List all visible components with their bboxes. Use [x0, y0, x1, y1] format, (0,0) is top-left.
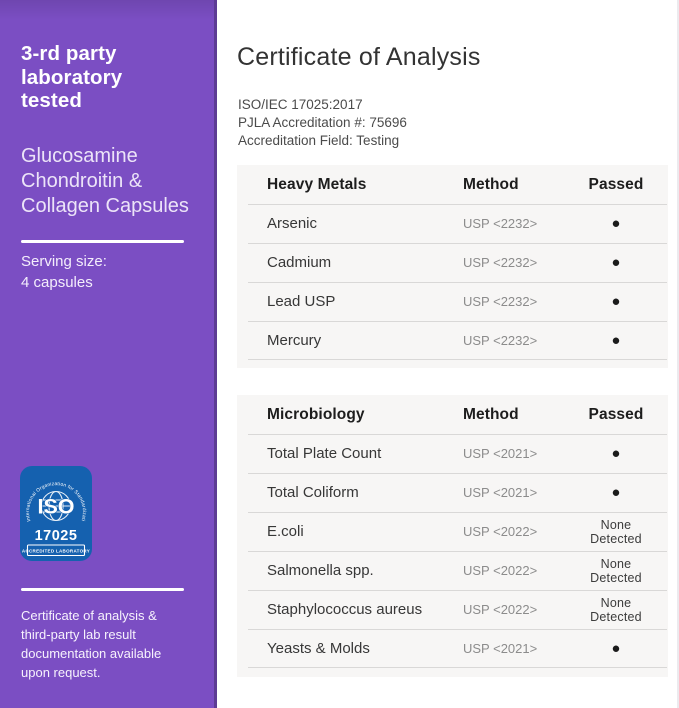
passed-value: None Detected [590, 595, 642, 624]
passed-value: ● [611, 215, 621, 232]
passed-value: ● [611, 484, 621, 501]
headline-line: laboratory [21, 65, 123, 89]
passed-value: ● [611, 640, 621, 657]
accreditation-line: ISO/IEC 17025:2017 [238, 97, 363, 112]
column-header-category: Microbiology [267, 405, 365, 423]
iso-badge-icon [20, 466, 92, 561]
test-method: USP <2232> [463, 255, 538, 270]
headline-third-party-tested [21, 42, 122, 113]
table-row [237, 590, 668, 629]
test-method: USP <2022> [463, 563, 538, 578]
page-title: Certificate of Analysis [237, 43, 481, 71]
badge-footer-text: ACCREDITED LABORATORY [21, 548, 91, 554]
test-method: USP <2022> [463, 602, 538, 617]
product-name-line: Chondroitin & [21, 170, 143, 192]
test-method: USP <2232> [463, 333, 538, 348]
passed-value: ● [611, 293, 621, 310]
test-name: Yeasts & Molds [267, 640, 370, 657]
passed-value: ● [611, 445, 621, 462]
headline-line: 3-rd party [21, 42, 117, 65]
table-row [237, 629, 668, 668]
test-method: USP <2022> [463, 524, 538, 539]
badge-ring-text: International Organization for Standardizati [25, 482, 87, 522]
test-method: USP <2232> [463, 216, 538, 231]
column-header-passed: Passed [588, 175, 644, 193]
column-header-passed: Passed [588, 405, 644, 423]
badge-number-text: 17025 [34, 528, 78, 544]
product-name-line: Glucosamine [21, 145, 138, 167]
test-name: Staphylococcus aureus [267, 601, 423, 618]
test-name: Cadmium [267, 254, 332, 271]
column-header-method: Method [463, 175, 519, 193]
test-method: USP <2021> [463, 641, 538, 656]
test-name: Total Plate Count [267, 445, 382, 462]
passed-value: None Detected [590, 517, 642, 546]
availability-note [21, 606, 161, 682]
table-row [237, 551, 668, 590]
availability-note-line: upon request. [21, 665, 101, 680]
iso-17025-badge [20, 466, 92, 561]
headline-line: tested [21, 89, 82, 112]
availability-note-line: Certificate of analysis & [21, 608, 157, 623]
certificate-content [237, 0, 668, 708]
column-header-category: Heavy Metals [267, 175, 367, 193]
test-method: USP <2021> [463, 485, 538, 500]
table-row [237, 512, 668, 551]
test-name: Arsenic [267, 215, 318, 232]
product-name-line: Collagen Capsules [21, 195, 189, 217]
divider [21, 240, 184, 243]
serving-size-line: 4 capsules [21, 274, 93, 291]
test-name: E.coli [267, 523, 304, 540]
microbiology-table [237, 395, 668, 677]
accreditation-line: Accreditation Field: Testing [238, 133, 400, 148]
table-row [237, 243, 668, 282]
availability-note-line: third-party lab result [21, 627, 136, 642]
passed-value: None Detected [590, 556, 642, 585]
test-name: Lead USP [267, 293, 336, 310]
accreditation-info [238, 96, 407, 150]
test-name: Salmonella spp. [267, 562, 374, 579]
table-row [237, 204, 668, 243]
availability-note-line: documentation available [21, 646, 162, 661]
table-row [237, 473, 668, 512]
divider [21, 588, 184, 591]
passed-value: ● [611, 254, 621, 271]
heavy-metals-table [237, 165, 668, 368]
serving-size-line: Serving size: [21, 253, 107, 270]
passed-value: ● [611, 332, 621, 349]
product-name [21, 144, 189, 219]
badge-iso-text: ISO [37, 494, 75, 519]
test-method: USP <2232> [463, 294, 538, 309]
table-bottom-line [248, 359, 667, 360]
test-name: Mercury [267, 332, 322, 349]
table-row [237, 321, 668, 360]
column-header-method: Method [463, 405, 519, 423]
serving-size [21, 251, 107, 293]
sidebar [0, 0, 217, 708]
test-name: Total Coliform [267, 484, 359, 501]
accreditation-line: PJLA Accreditation #: 75696 [238, 115, 407, 130]
table-header-row [237, 395, 668, 434]
table-row [237, 434, 668, 473]
table-bottom-line [248, 667, 667, 668]
table-row [237, 282, 668, 321]
table-header-row [237, 165, 668, 204]
test-method: USP <2021> [463, 446, 538, 461]
